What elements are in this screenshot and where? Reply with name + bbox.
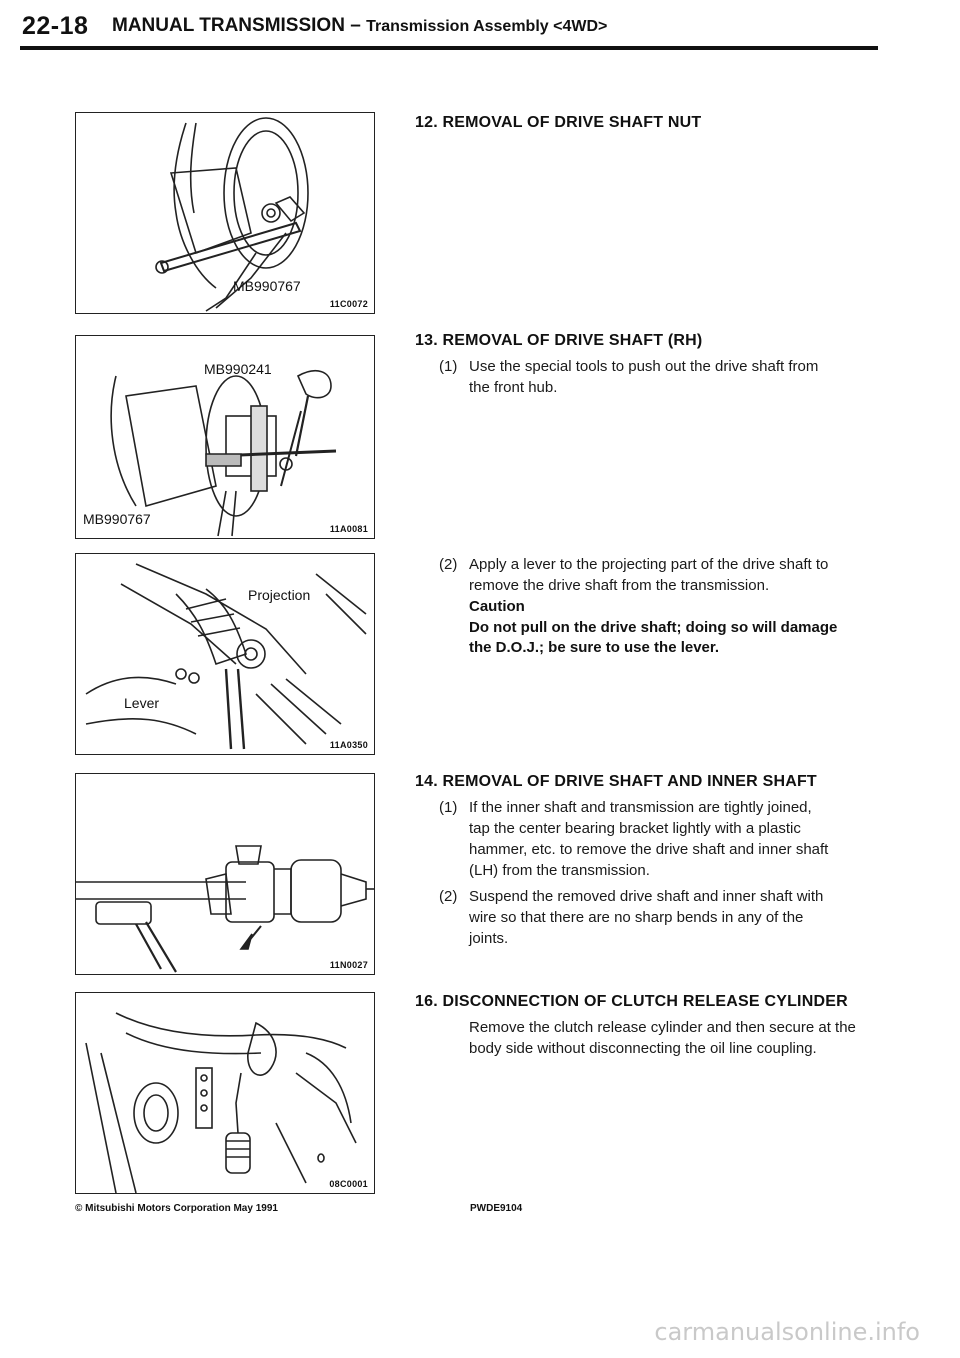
illustration-lever-projection — [76, 554, 374, 754]
illustration-drive-shaft-nut — [76, 113, 374, 313]
figure-code: 11N0027 — [329, 960, 368, 970]
step-line: hammer, etc. to remove the drive shaft and inner shaft — [469, 841, 829, 858]
body-line: body side without disconnecting the oil line coupling. — [469, 1040, 817, 1057]
section-title-16: 16. DISCONNECTION OF CLUTCH RELEASE CYLINDER — [415, 993, 848, 1010]
step-line: (LH) from the transmission. — [469, 862, 650, 879]
step-line: Suspend the removed drive shaft and inner shaft with — [469, 888, 824, 905]
step-13-2 — [439, 554, 889, 596]
fig3-label-projection: Projection — [248, 587, 311, 603]
step-number: (1) — [439, 358, 458, 375]
figure-code: 11C0072 — [329, 299, 368, 309]
step-13-1 — [439, 356, 889, 398]
illustration-inner-shaft-hammer — [76, 774, 374, 974]
chapter-title: MANUAL TRANSMISSION — [112, 15, 345, 36]
step-line: Use the special tools to push out the drive shaft from — [469, 358, 819, 375]
watermark: carmanualsonline.info — [654, 1318, 920, 1346]
figure-code: 11A0081 — [329, 524, 368, 534]
step-line: the front hub. — [469, 379, 558, 396]
section-subtitle: Transmission Assembly <4WD> — [366, 18, 608, 35]
caution-heading: Caution — [469, 598, 525, 615]
figure-clutch-release-cylinder — [75, 992, 375, 1194]
header-rule — [20, 46, 878, 50]
fig2-label-tool-b: MB990767 — [83, 511, 151, 527]
caution-line: the D.O.J.; be sure to use the lever. — [469, 639, 720, 656]
caution-line: Do not pull on the drive shaft; doing so will damage — [469, 619, 838, 636]
step-line: wire so that there are no sharp bends in any of the — [469, 909, 804, 926]
footer-copyright: © Mitsubishi Motors Corporation May 1991 — [75, 1203, 278, 1214]
caution-body — [469, 618, 889, 658]
step-14-2 — [439, 886, 889, 949]
figure-push-out-shaft — [75, 335, 375, 539]
footer-doc-code: PWDE9104 — [470, 1203, 523, 1214]
fig2-label-tool-a: MB990241 — [204, 361, 272, 377]
section-16-body — [469, 1017, 889, 1059]
page-number: 22-18 — [22, 12, 89, 40]
figure-inner-shaft-hammer — [75, 773, 375, 975]
step-number: (1) — [439, 799, 458, 816]
title-separator: – — [350, 15, 361, 36]
step-14-1 — [439, 797, 889, 881]
fig1-label-tool: MB990767 — [233, 278, 301, 294]
page-title — [112, 15, 607, 37]
section-title-13: 13. REMOVAL OF DRIVE SHAFT (RH) — [415, 332, 703, 349]
step-number: (2) — [439, 556, 458, 573]
step-line: tap the center bearing bracket lightly with a plastic — [469, 820, 801, 837]
figure-lever-projection — [75, 553, 375, 755]
step-line: remove the drive shaft from the transmission. — [469, 577, 770, 594]
step-number: (2) — [439, 888, 458, 905]
figure-drive-shaft-nut — [75, 112, 375, 314]
section-title-14: 14. REMOVAL OF DRIVE SHAFT AND INNER SHAFT — [415, 773, 817, 790]
step-line: joints. — [469, 930, 509, 947]
illustration-clutch-release-cylinder — [76, 993, 374, 1193]
step-line: If the inner shaft and transmission are tightly joined, — [469, 799, 812, 816]
fig3-label-lever: Lever — [124, 695, 160, 711]
body-line: Remove the clutch release cylinder and then secure at the — [469, 1019, 856, 1036]
step-line: Apply a lever to the projecting part of the drive shaft to — [469, 556, 829, 573]
figure-code: 11A0350 — [329, 740, 368, 750]
section-title-12: 12. REMOVAL OF DRIVE SHAFT NUT — [415, 114, 702, 131]
figure-code: 08C0001 — [329, 1179, 368, 1189]
